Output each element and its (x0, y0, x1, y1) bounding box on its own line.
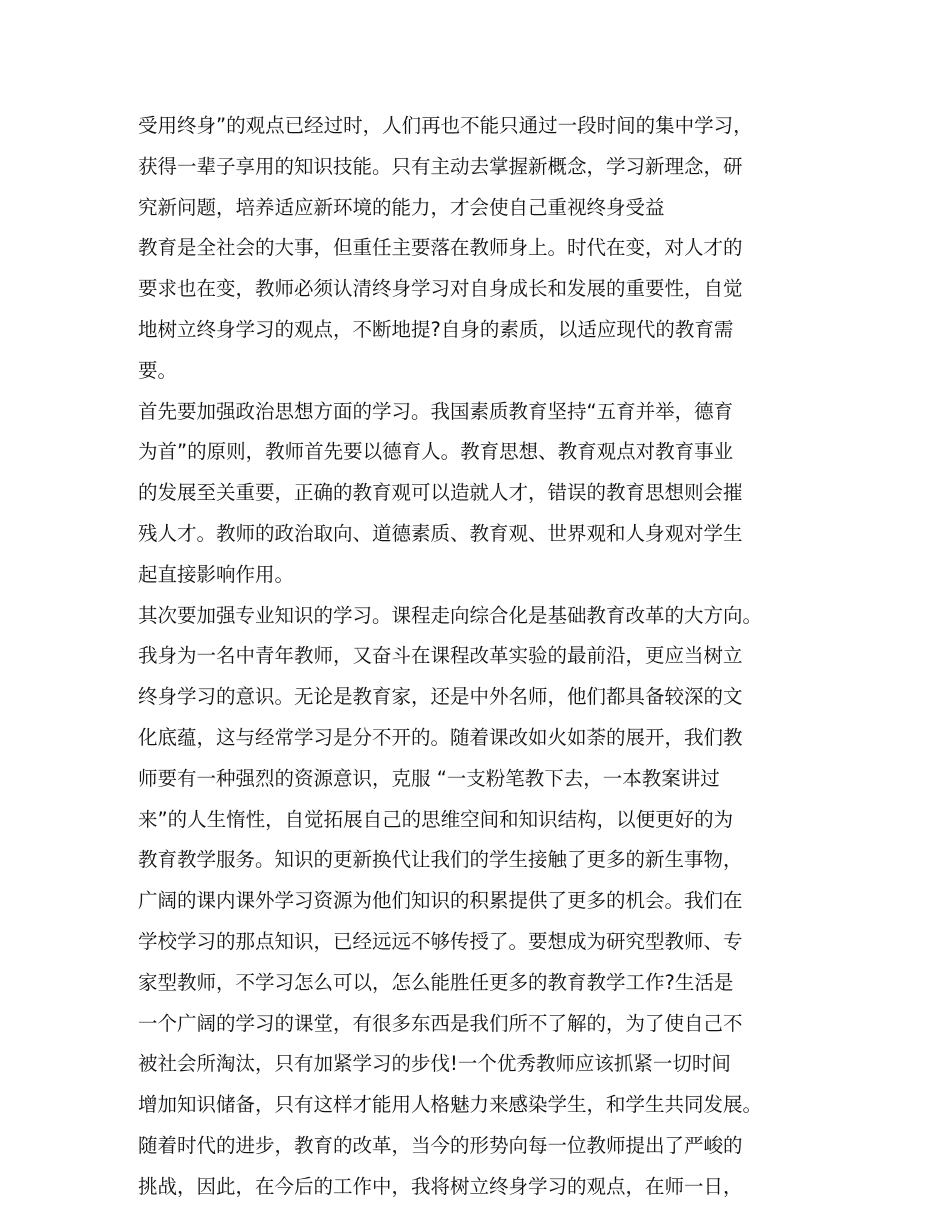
text-line: 师要有一种强烈的资源意识，克服 “一支粉笔教下去，一本教案讲过 (138, 766, 720, 790)
text-line: 家型教师，不学习怎么可以，怎么能胜任更多的教育教学工作?生活是 (138, 970, 734, 994)
text-line: 获得一辈子享用的知识技能。只有主动去掌握新概念，学习新理念，研 (138, 154, 743, 178)
text-line: 增加知识储备，只有这样才能用人格魅力来感染学生，和学生共同发展。 (138, 1093, 763, 1117)
text-line: 终身学习的意识。无论是教育家，还是中外名师，他们都具备较深的文 (138, 685, 743, 709)
text-line: 究新问题，培养适应新环境的能力，才会使自己重视终身受益 (138, 195, 665, 219)
text-line: 受用终身”的观点已经过时，人们再也不能只通过一段时间的集中学习， (138, 114, 753, 137)
text-line: 的发展至关重要，正确的教育观可以造就人才，错误的教育思想则会摧 (138, 481, 743, 505)
text-line: 要。 (138, 358, 178, 382)
text-line: 随着时代的进步，教育的改革，当今的形势向每一位教师提出了严峻的 (138, 1133, 743, 1157)
text-line: 教育教学服务。知识的更新换代让我们的学生接触了更多的新生事物， (138, 848, 743, 872)
text-line: 为首”的原则，教师首先要以德育人。教育思想、教育观点对教育事业 (138, 440, 734, 464)
text-line: 广阔的课内课外学习资源为他们知识的积累提供了更多的机会。我们在 (138, 889, 743, 913)
text-line: 要求也在变，教师必须认清终身学习对自身成长和发展的重要性，自觉 (138, 277, 743, 301)
text-line: 残人才。教师的政治取向、道德素质、教育观、世界观和人身观对学生 (138, 521, 743, 545)
text-line: 化底蕴，这与经常学习是分不开的。随着课改如火如荼的展开，我们教 (138, 725, 743, 749)
text-line: 一个广阔的学习的课堂，有很多东西是我们所不了解的，为了使自己不 (138, 1011, 743, 1035)
text-line: 学校学习的那点知识，已经远远不够传授了。要想成为研究型教师、专 (138, 929, 743, 953)
text-line: 起直接影响作用。 (138, 562, 295, 586)
text-line: 其次要加强专业知识的学习。课程走向综合化是基础教育改革的大方向。 (138, 603, 763, 627)
text-line: 被社会所淘汰，只有加紧学习的步伐!一个优秀教师应该抓紧一切时间 (138, 1052, 731, 1076)
text-line: 首先要加强政治思想方面的学习。我国素质教育坚持“五育并举，德育 (138, 399, 734, 423)
text-line: 挑战，因此，在今后的工作中，我将树立终身学习的观点，在师一日， (138, 1174, 743, 1198)
text-line: 来”的人生惰性，自觉拓展自己的思维空间和知识结构，以便更好的为 (138, 807, 734, 831)
document-body (138, 106, 818, 1208)
text-line: 教育是全社会的大事，但重任主要落在教师身上。时代在变，对人才的 (138, 236, 743, 260)
text-line: 我身为一名中青年教师，又奋斗在课程改革实验的最前沿，更应当树立 (138, 644, 743, 668)
text-line: 地树立终身学习的观点，不断地提?自身的素质，以适应现代的教育需 (138, 317, 734, 341)
